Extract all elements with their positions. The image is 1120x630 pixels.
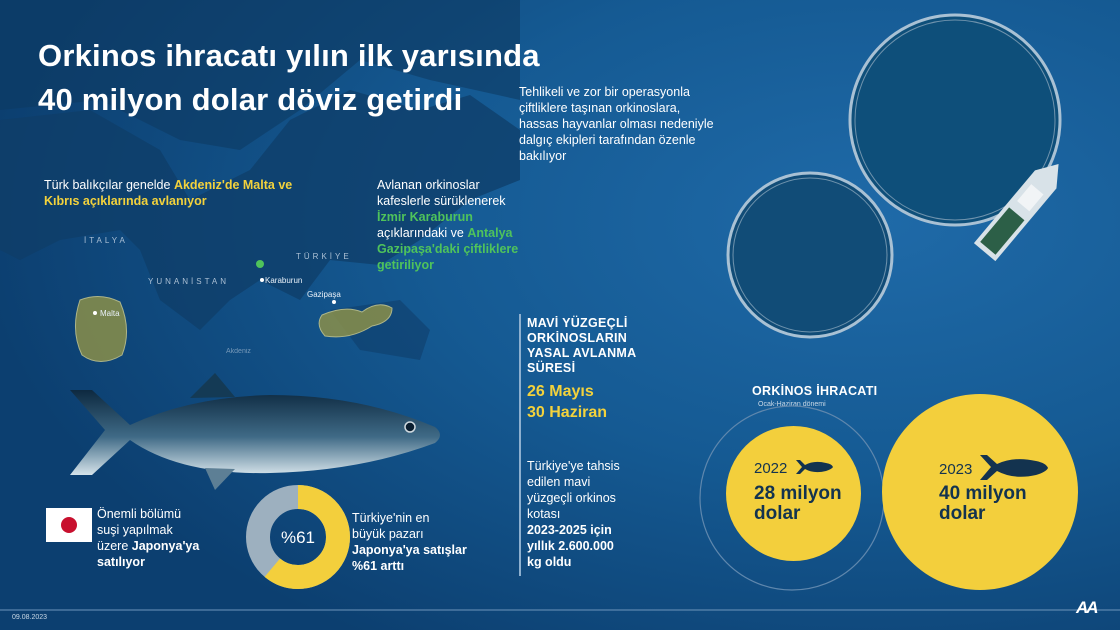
- market-bold-line: Japonya'ya satışlar: [352, 543, 467, 557]
- fish-farm-illustration: [690, 0, 1120, 360]
- transport-highlight: Gazipaşa'daki çiftliklere: [377, 242, 519, 256]
- japan-note: [97, 506, 199, 570]
- quota-line: edilen mavi: [527, 475, 591, 489]
- market-line: büyük pazarı: [352, 527, 424, 541]
- export-value: [939, 484, 1027, 524]
- export-value-line: dolar: [754, 503, 801, 524]
- intro-line: Tehlikeli ve zor bir operasyonla: [519, 85, 690, 99]
- export-value-line: 40 milyon: [939, 483, 1027, 504]
- intro-line: bakılıyor: [519, 149, 567, 163]
- map-country-label: İTALYA: [84, 236, 128, 245]
- title-line-2: 40 milyon dolar döviz getirdi: [38, 82, 463, 117]
- quota-bold-line: kg oldu: [527, 555, 572, 569]
- season-title-line: YASAL AVLANMA: [527, 346, 637, 360]
- aa-logo: AA: [1076, 598, 1097, 617]
- transport-line: Avlanan orkinoslar: [377, 178, 480, 192]
- export-year: 2023: [939, 461, 973, 478]
- map-sea-label: Akdeniz: [226, 348, 251, 355]
- quota-bold-line: yıllık 2.600.000: [527, 539, 614, 553]
- season-info: [527, 316, 636, 423]
- japan-flag-icon: [46, 508, 92, 542]
- fishing-note-highlight: Kıbrıs açıklarında avlanıyor: [44, 194, 207, 208]
- intro-text: [519, 84, 714, 164]
- export-value: [754, 484, 842, 524]
- transport-line: kafeslerle sürüklenerek: [377, 194, 506, 208]
- export-value-line: 28 milyon: [754, 483, 842, 504]
- map-city-label: Gazipaşa: [307, 290, 341, 299]
- market-note: [352, 510, 467, 574]
- intro-line: çiftliklere taşınan orkinoslara,: [519, 101, 681, 115]
- export-year: 2022: [754, 460, 788, 477]
- season-title-line: MAVİ YÜZGEÇLİ: [527, 316, 628, 330]
- quota-info: [527, 458, 620, 570]
- tuna-icon: [794, 458, 834, 476]
- exports-title: ORKİNOS İHRACATI: [752, 384, 878, 398]
- fishing-note-prefix: Türk balıkçılar genelde: [44, 178, 174, 192]
- market-bold-line: %61 arttı: [352, 559, 405, 573]
- season-section: [519, 314, 521, 576]
- japan-line: suşi yapılmak: [97, 523, 173, 537]
- intro-line: hassas hayvanlar olması nedeniyle: [519, 117, 714, 131]
- transport-highlight: getiriliyor: [377, 258, 434, 272]
- quota-bold-line: 2023-2025 için: [527, 523, 612, 537]
- transport-line: açıklarındaki ve: [377, 226, 468, 240]
- map-city-label: Karaburun: [265, 276, 303, 285]
- japan-bold: Japonya'ya: [131, 539, 200, 553]
- season-title-line: ORKİNOSLARIN: [527, 331, 628, 345]
- season-start-date: 26 Mayıs: [527, 383, 594, 400]
- export-value-line: dolar: [939, 503, 986, 524]
- map-country-label: TÜRKİYE: [296, 252, 352, 261]
- quota-line: yüzgeçli orkinos: [527, 491, 616, 505]
- donut-label: %61: [280, 528, 316, 547]
- fishing-note-highlight: Akdeniz'de Malta ve: [173, 178, 293, 192]
- market-line: Türkiye'nin en: [352, 511, 430, 525]
- japan-line: Önemli bölümü: [97, 507, 182, 521]
- tuna-fish-illustration: [30, 365, 450, 505]
- season-end-date: 30 Haziran: [527, 404, 608, 421]
- title-line-1: Orkinos ihracatı yılın ilk yarısında: [38, 38, 540, 73]
- transport-highlight: Antalya: [467, 226, 513, 240]
- map-country-label: YUNANİSTAN: [148, 277, 229, 286]
- share-donut: [244, 483, 352, 591]
- japan-bold: satılıyor: [97, 555, 145, 569]
- japan-line: üzere: [97, 539, 132, 553]
- quota-line: Türkiye'ye tahsis: [527, 459, 620, 473]
- season-title-line: SÜRESİ: [527, 361, 576, 375]
- map-city-label: Malta: [100, 309, 120, 318]
- quota-line: kotası: [527, 507, 561, 521]
- export-2022-circle: [726, 426, 861, 561]
- footer-date: 09.08.2023: [12, 614, 48, 621]
- transport-highlight: İzmir Karaburun: [377, 210, 473, 224]
- intro-line: dalgıç ekipleri tarafından özenle: [519, 133, 696, 147]
- map-regions: [0, 0, 520, 380]
- exports-subtitle: Ocak-Haziran dönemi: [758, 401, 826, 408]
- export-2023-circle: [882, 394, 1078, 590]
- tuna-icon: [978, 452, 1050, 484]
